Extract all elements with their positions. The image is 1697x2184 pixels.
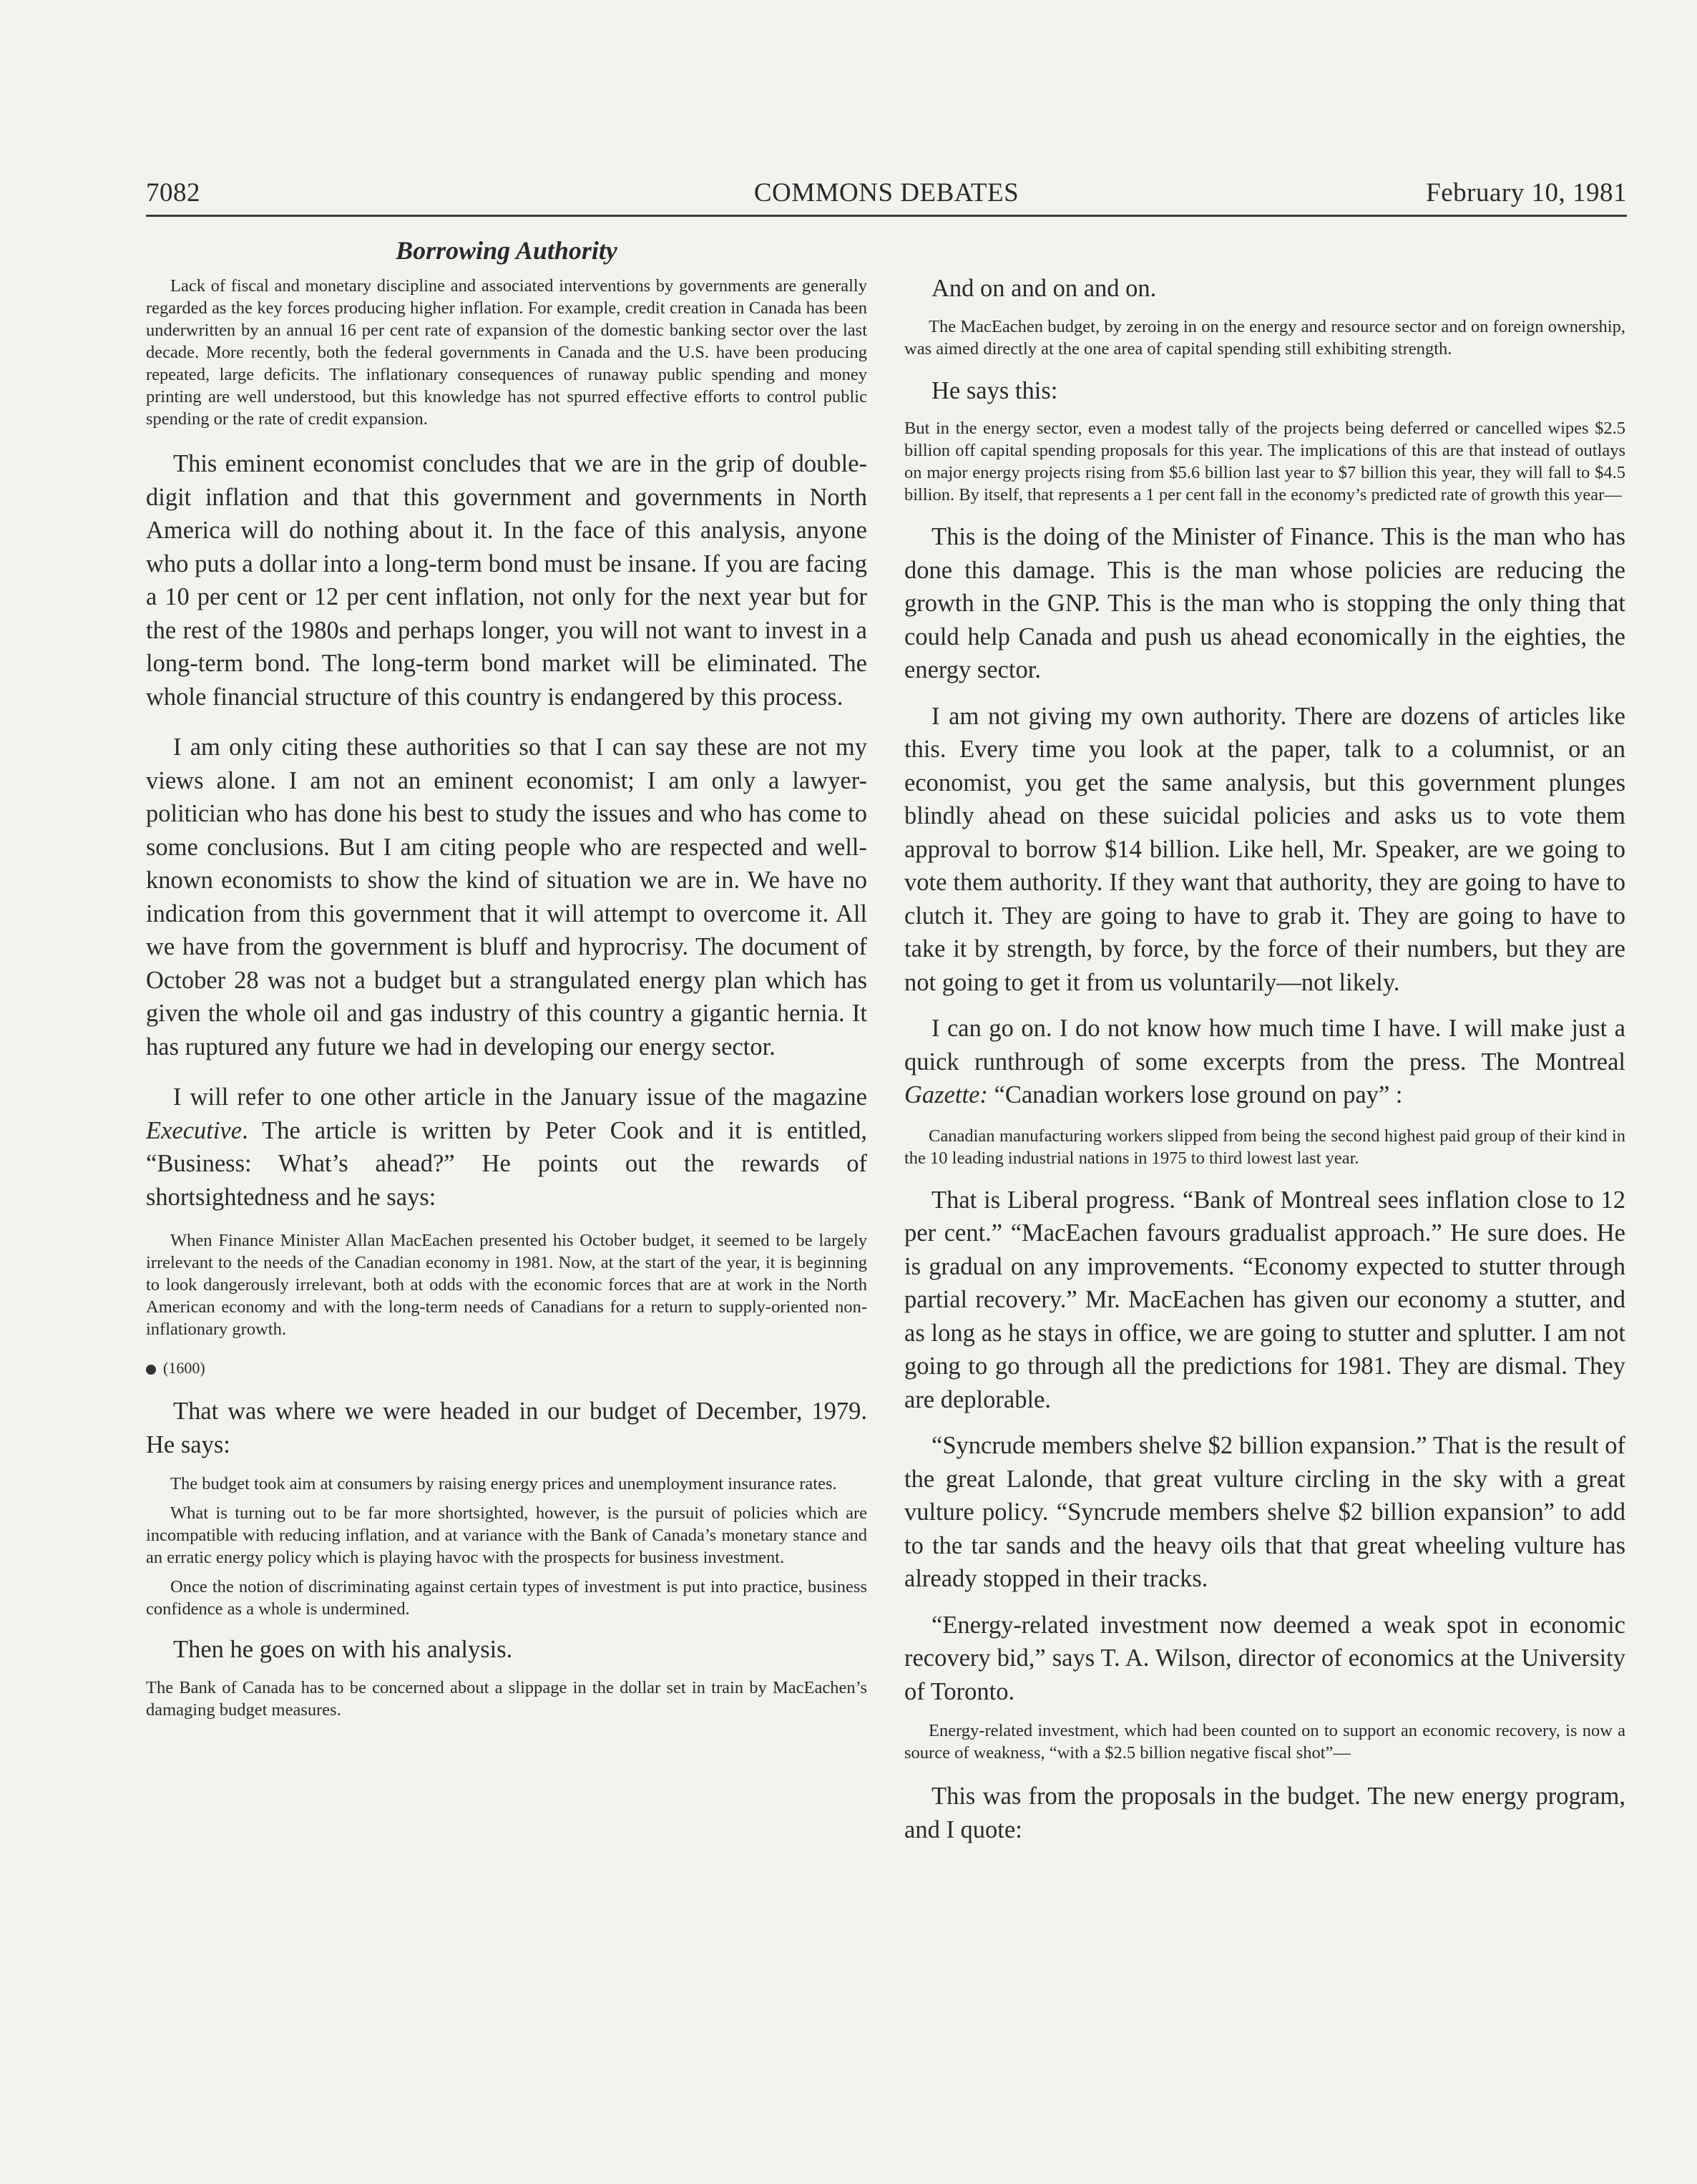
body-paragraph: “Syncrude members shelve $2 billion expansion.” That is the result of the great Lalonde, that great vulture circling in the sky with a great vulture policy. “Syncrude members shelve $2 billion expansion” to add to the tar sands and the heavy oils that that great wheeling vulture has already stopped in their tracks. (904, 1432, 1625, 1592)
quotation: The budget took aim at consumers by raising energy prices and unemployment insurance rates. (170, 1474, 837, 1493)
body-paragraph: “Energy-related investment now deemed a weak spot in economic recovery bid,” says T. A. Wilson, director of economics at the University of Toronto. (904, 1611, 1625, 1705)
time-marker-label: (1600) (163, 1359, 205, 1377)
quotation: But in the energy sector, even a modest tally of the projects being deferred or cancelled wipes $2.5 billion off capital spending proposals for this year. The implications of this are that instead of outlays on major energy projects rising from $5.6 billion last year to $7 billion this year, they will fall to $4.5 billion. By itself, that represents a 1 per cent fall in the economy’s predicted rate of growth this year— (904, 419, 1625, 504)
quotation: Lack of fiscal and monetary discipline and associated interventions by governments are generally regarded as the key forces producing higher inflation. For example, credit creation in Canada has been underwritten by an annual 16 per cent rate of expansion of the domestic banking sector over the last decade. More recently, both the federal governments in Canada and the U.S. have been producing repeated, large deficits. The inflationary consequences of runaway public spending and money printing are well understood, but this knowledge has not spurred effective efforts to control public spending or the rate of credit expansion. (146, 276, 867, 429)
time-marker (146, 1357, 867, 1379)
page-number: 7082 (146, 178, 200, 208)
text-run: I will refer to one other article in the January issue of the magazine (173, 1083, 867, 1111)
quotation: Energy-related investment, which had been counted on to support an economic recovery, is now a source of weakness, “with a $2.5 billion negative fiscal shot”— (904, 1721, 1625, 1763)
newspaper-title: Gazette: (904, 1081, 988, 1108)
quotation: When Finance Minister Allan MacEachen presented his October budget, it seemed to be largely irrelevant to the needs of the Canadian economy in 1981. Now, at the start of the year, it is beginning to look dangerously irrelevant, both at odds with the economic forces that are at work in the North American economy and with the long-term needs of Canadians for a return to supply-oriented non-inflationary growth. (146, 1231, 867, 1339)
quotation: The Bank of Canada has to be concerned about a slippage in the dollar set in train by MacEachen’s damaging budget measures. (146, 1677, 867, 1720)
body-paragraph: That was where we were headed in our budget of December, 1979. He says: (146, 1398, 867, 1458)
section-heading: Borrowing Authority (396, 236, 617, 265)
magazine-title: Executive (146, 1116, 243, 1144)
body-paragraph: Then he goes on with his analysis. (173, 1636, 513, 1663)
body-paragraph: He says this: (931, 376, 1058, 404)
text-run: I can go on. I do not know how much time I have. I will make just a quick runthrough of some excerpts from the press. The Montreal (904, 1015, 1625, 1076)
publication-date: February 10, 1981 (1426, 178, 1627, 208)
right-column (904, 272, 1625, 1846)
publication-title: COMMONS DEBATES (753, 178, 1019, 208)
quotation: What is turning out to be far more shortsighted, however, is the pursuit of policies which are incompatible with reducing inflation, and at variance with the Bank of Canada’s monetary stance and an erratic energy policy which is playing havoc with the prospects for business investment. (146, 1503, 867, 1567)
text-run: . The article is written by Peter Cook and it is entitled, “Business: What’s ahead?” He points out the rewards of shortsightedness and he says: (146, 1116, 867, 1211)
text-run: “Canadian workers lose ground on pay” : (987, 1081, 1403, 1108)
body-paragraph: This was from the proposals in the budget. The new energy program, and I quote: (904, 1783, 1625, 1843)
left-column (146, 235, 867, 1721)
quotation: The MacEachen budget, by zeroing in on the energy and resource sector and on foreign ownership, was aimed directly at the one area of capital spending still exhibiting strength. (904, 316, 1625, 359)
body-paragraph: I am only citing these authorities so that I can say these are not my views alone. I am not an eminent economist; I am only a lawyer-politician who has done his best to study the issues and who has come to some conclusions. But I am citing people who are respected and well-known economists to show the kind of situation we are in. We have no indication from this government that it will attempt to overcome it. All we have from the government is bluff and hyprocrisy. The document of October 28 was not a budget but a strangulated energy plan which has given the whole oil and gas industry of this country a gigantic hernia. It has ruptured any future we had in developing our energy sector. (146, 733, 867, 1061)
body-paragraph: This eminent economist concludes that we are in the grip of double-digit inflation and that this government and governments in North America will do nothing about it. In the face of this analysis, anyone who puts a dollar into a long-term bond must be insane. If you are facing a 10 per cent or 12 per cent inflation, not only for the next year but for the rest of the 1980s and perhaps longer, you will not want to invest in a long-term bond. The long-term bond market will be eliminated. The whole financial structure of this country is endangered by this process. (146, 450, 867, 711)
body-paragraph: That is Liberal progress. “Bank of Montreal sees inflation close to 12 per cent.” “MacEachen favours gradualist approach.” He sure does. He is gradual on any improvements. “Economy expected to stutter through partial recovery.” Mr. MacEachen has given our economy a stutter, and as long as he stays in office, we are going to stutter and splutter. I am not going to go through all the predictions for 1981. They are dismal. They are deplorable. (904, 1186, 1625, 1413)
body-paragraph: And on and on and on. (931, 275, 1157, 302)
body-paragraph (146, 1081, 867, 1214)
bullet-icon (146, 1365, 156, 1375)
quotation: Canadian manufacturing workers slipped from being the second highest paid group of their kind in the 10 leading industrial nations in 1975 to third lowest last year. (904, 1126, 1625, 1168)
body-paragraph: I am not giving my own authority. There are dozens of articles like this. Every time you look at the paper, talk to a columnist, or an economist, you get the same analysis, but this government plunges blindly ahead on these suicidal policies and asks us to vote them approval to borrow $14 billion. Like hell, Mr. Speaker, are we going to vote them authority. If they want that authority, they are going to have to clutch it. They are going to have to grab it. They are going to have to take it by strength, by force, by the force of their numbers, but they are not going to get it from us voluntarily—not likely. (904, 702, 1625, 996)
page-header (146, 177, 1627, 217)
body-paragraph (904, 1012, 1625, 1112)
body-paragraph: This is the doing of the Minister of Finance. This is the man who has done this damage. This is the man whose policies are reducing the growth in the GNP. This is the man who is stopping the only thing that could help Canada and push us ahead economically in the eighties, the energy sector. (904, 523, 1625, 683)
quotation: Once the notion of discriminating against certain types of investment is put into practice, business confidence as a whole is undermined. (146, 1577, 867, 1619)
